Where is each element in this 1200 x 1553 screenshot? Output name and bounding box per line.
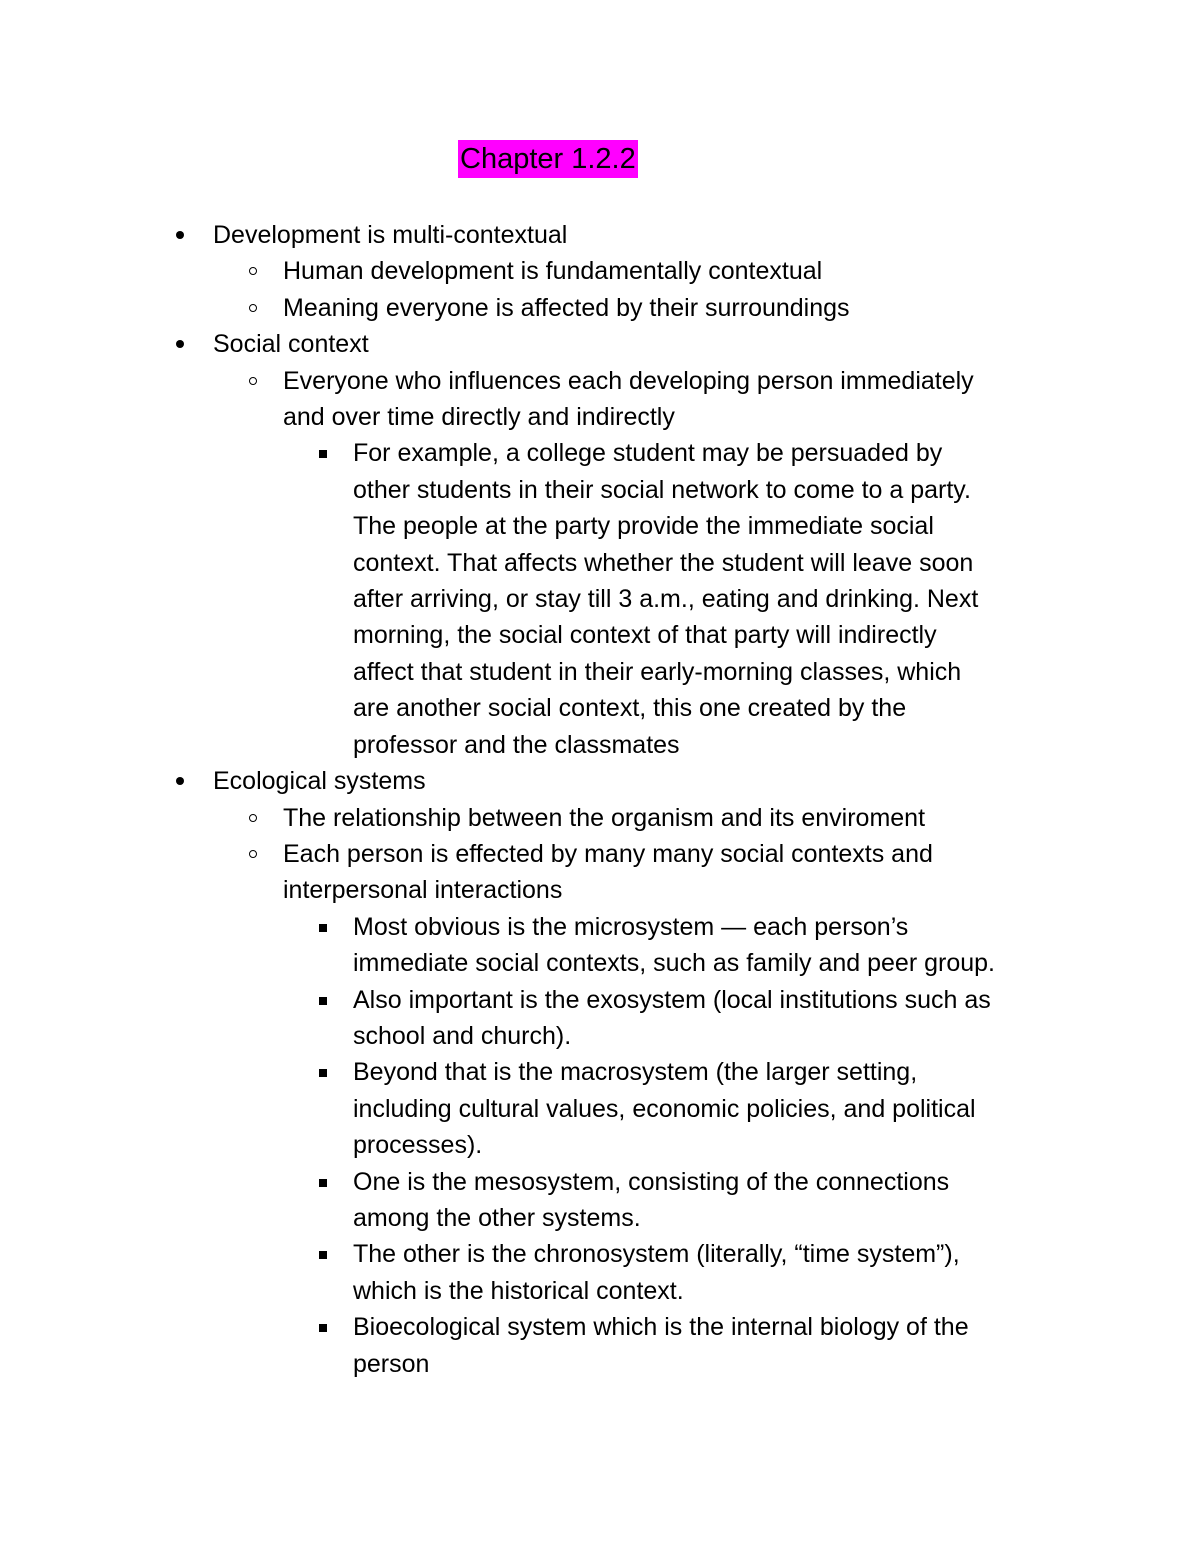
outline-item-text-line: The other is the chronosystem (literally, “time system”), (353, 1240, 960, 1269)
square-bullet-icon (319, 1251, 327, 1259)
outline-item-text-line: For example, a college student may be persuaded by (353, 439, 943, 468)
outline-item-level-2 (0, 836, 1200, 909)
outline-item-text-line: morning, the social context of that party will indirectly (353, 621, 937, 650)
outline-item-level-3 (0, 1164, 1200, 1237)
hollow-circle-bullet-icon (249, 304, 257, 312)
outline-item-level-3 (0, 1309, 1200, 1382)
outline-item-text-line: interpersonal interactions (283, 876, 563, 905)
outline-item-text-line: are another social context, this one created by the (353, 694, 907, 723)
outline-item-text-line: Each person is effected by many many social contexts and (283, 839, 933, 868)
outline-item-text-line: Human development is fundamentally contextual (283, 257, 823, 286)
square-bullet-icon (319, 1324, 327, 1332)
outline-item-text-line: Everyone who influences each developing person immediately (283, 366, 974, 395)
outline-list (0, 217, 1200, 1382)
outline-item-text-line: The people at the party provide the immediate social (353, 512, 934, 541)
outline-item-text-line: among the other systems. (353, 1203, 641, 1232)
outline-item-level-1 (0, 763, 1200, 799)
hollow-circle-bullet-icon (249, 377, 257, 385)
hollow-circle-bullet-icon (249, 850, 257, 858)
outline-item-level-3 (0, 435, 1200, 763)
outline-item-text-line: professor and the classmates (353, 730, 680, 759)
outline-item-text-line: context. That affects whether the student will leave soon (353, 548, 974, 577)
outline-item-level-1 (0, 217, 1200, 253)
outline-item-text-line: The relationship between the organism and its enviroment (283, 803, 926, 832)
filled-circle-bullet-icon (176, 777, 184, 785)
outline-item-text-line: Meaning everyone is affected by their surroundings (283, 293, 850, 322)
outline-item-text-line: including cultural values, economic policies, and political (353, 1094, 976, 1123)
outline-item-level-3 (0, 982, 1200, 1055)
title-container (458, 140, 638, 178)
outline-item-text-line: processes). (353, 1131, 483, 1160)
outline-item-text-line: other students in their social network to come to a party. (353, 475, 971, 504)
square-bullet-icon (319, 1069, 327, 1077)
filled-circle-bullet-icon (176, 231, 184, 239)
hollow-circle-bullet-icon (249, 814, 257, 822)
square-bullet-icon (319, 1179, 327, 1187)
outline-item-level-2 (0, 800, 1200, 836)
hollow-circle-bullet-icon (249, 267, 257, 275)
outline-item-text-line: One is the mesosystem, consisting of the connections (353, 1167, 950, 1196)
outline-item-text-line: person (353, 1349, 430, 1378)
outline-item-text-line: Social context (213, 330, 369, 359)
square-bullet-icon (319, 450, 327, 458)
outline-item-text-line: Bioecological system which is the internal biology of the (353, 1313, 969, 1342)
outline-item-text-line: after arriving, or stay till 3 a.m., eating and drinking. Next (353, 585, 979, 614)
outline-item-level-2 (0, 253, 1200, 289)
outline-item-level-3 (0, 1054, 1200, 1163)
outline-item-text-line: school and church). (353, 1021, 572, 1050)
outline-item-level-2 (0, 363, 1200, 436)
outline-item-text-line: Development is multi-contextual (213, 221, 568, 249)
outline-item-level-3 (0, 1236, 1200, 1309)
outline-item-level-2 (0, 290, 1200, 326)
outline-item-text-line: which is the historical context. (353, 1276, 684, 1305)
outline-item-level-1 (0, 326, 1200, 362)
outline-item-text-line: Ecological systems (213, 767, 426, 796)
square-bullet-icon (319, 997, 327, 1005)
outline-item-text-line: immediate social contexts, such as family and peer group. (353, 949, 995, 978)
outline-item-text-line: Beyond that is the macrosystem (the larger setting, (353, 1058, 918, 1087)
square-bullet-icon (319, 924, 327, 932)
outline-item-text-line: Also important is the exosystem (local institutions such as (353, 985, 991, 1014)
outline-item-text-line: affect that student in their early-morning classes, which (353, 657, 962, 686)
outline-item-level-3 (0, 909, 1200, 982)
outline-item-text-line: Most obvious is the microsystem — each person’s (353, 912, 909, 941)
filled-circle-bullet-icon (176, 340, 184, 348)
outline-item-text-line: and over time directly and indirectly (283, 403, 675, 432)
page-title: Chapter 1.2.2 (458, 140, 638, 178)
